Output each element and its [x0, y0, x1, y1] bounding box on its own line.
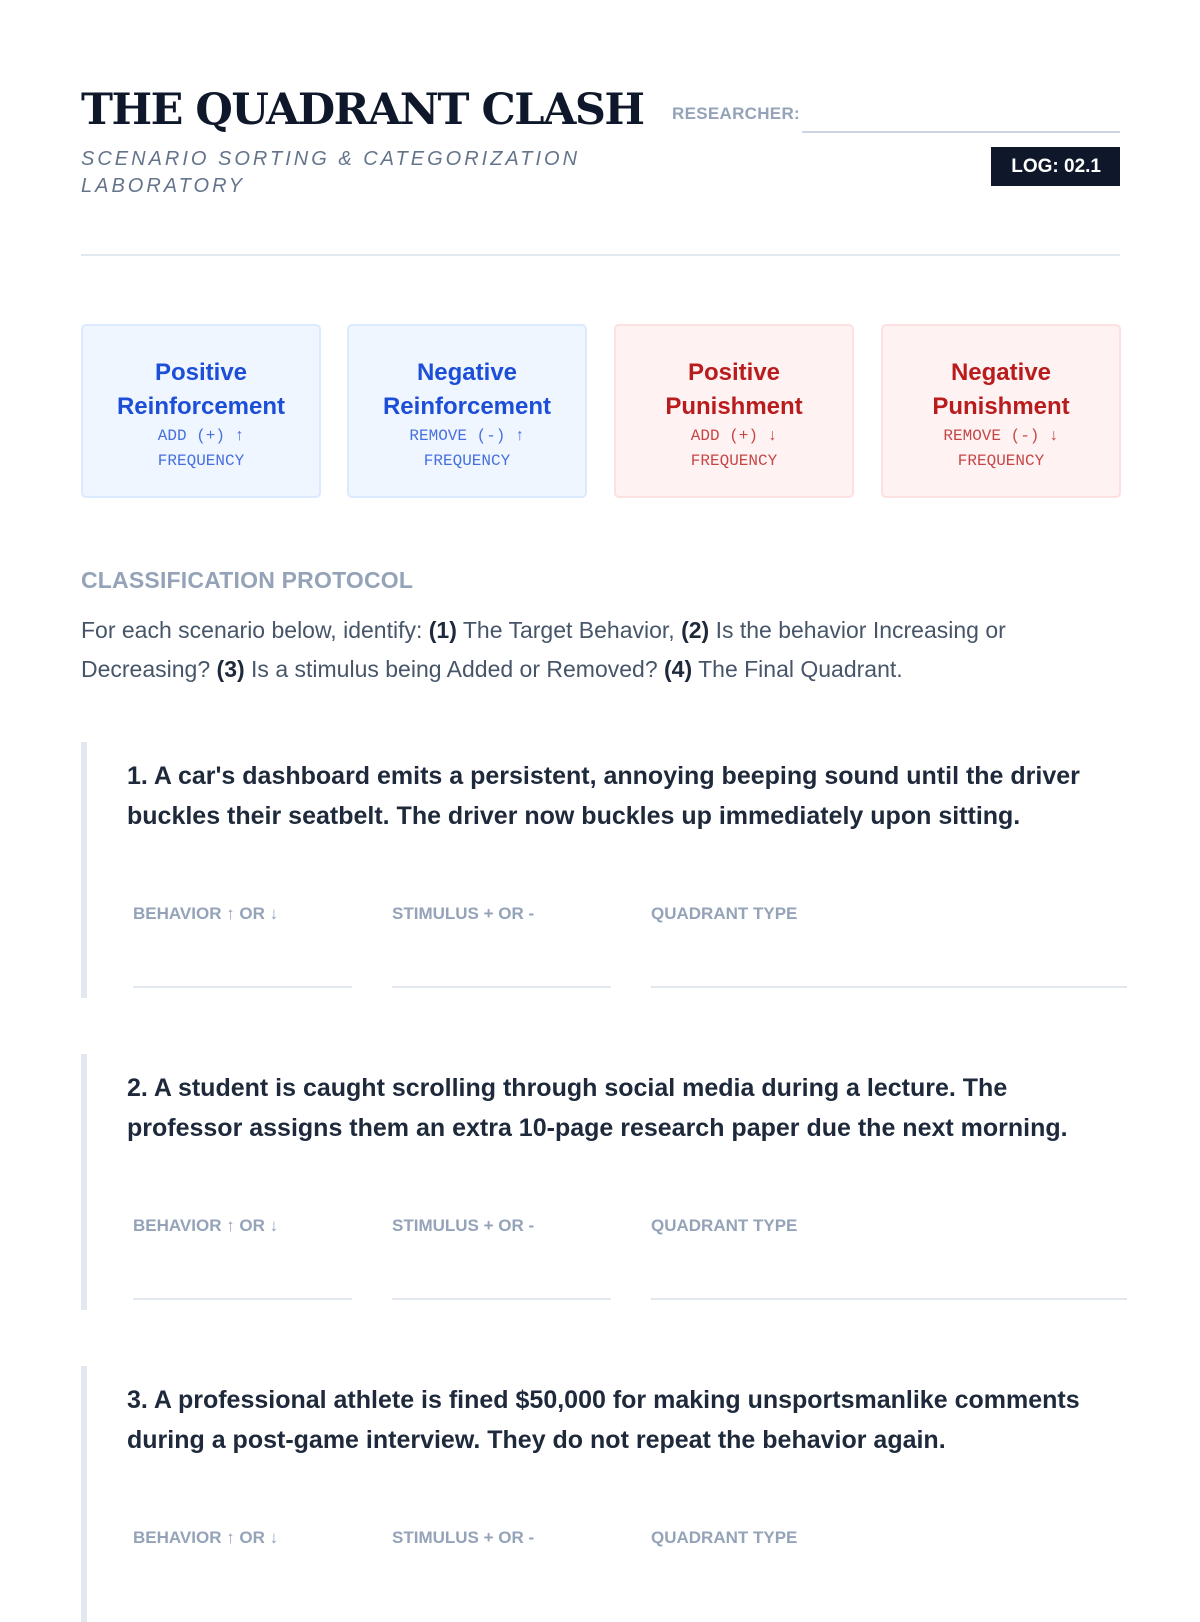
- protocol-instructions: [81, 611, 1121, 689]
- scenario-card: [81, 742, 1121, 998]
- step-marker: (4): [664, 656, 693, 682]
- stimulus-field-label: STIMULUS + OR -: [392, 904, 535, 923]
- behavior-field-label: BEHAVIOR ↑ OR ↓: [133, 904, 279, 923]
- protocol-text: The Target Behavior,: [456, 617, 682, 643]
- quadrant-effect: FREQUENCY: [423, 452, 511, 470]
- behavior-answer-field[interactable]: [133, 1298, 352, 1300]
- stimulus-field-label: STIMULUS + OR -: [392, 1528, 535, 1547]
- quadrant-title: Negative Punishment: [932, 359, 1070, 420]
- quadrant-field-label: QUADRANT TYPE: [651, 1216, 798, 1235]
- behavior-field-label: BEHAVIOR ↑ OR ↓: [133, 1216, 279, 1235]
- log-badge: LOG: 02.1: [991, 147, 1120, 186]
- stimulus-field-label: STIMULUS + OR -: [392, 1216, 535, 1235]
- protocol-text: Is the behavior Increasing or Decreasing?: [81, 617, 1006, 682]
- quadrant-field-label: QUADRANT TYPE: [651, 1528, 798, 1547]
- stimulus-answer-field[interactable]: [392, 1298, 611, 1300]
- quadrant-title: Positive Reinforcement: [116, 359, 286, 420]
- step-marker: (2): [681, 617, 710, 643]
- stimulus-answer-field[interactable]: [392, 986, 611, 988]
- protocol-text: The Final Quadrant.: [692, 656, 903, 682]
- quadrant-field-label: QUADRANT TYPE: [651, 904, 798, 923]
- scenario-text: 2. A student is caught scrolling through social media during a lecture. The professor assigns them an extra 10-page research paper due the next morning.: [127, 1074, 1068, 1142]
- quadrant-effect: FREQUENCY: [157, 452, 245, 470]
- step-marker: (1): [428, 617, 457, 643]
- page-subtitle: SCENARIO SORTING & CATEGORIZATION LABORATORY: [81, 148, 581, 197]
- quadrant-operation: REMOVE (-) ↓: [943, 427, 1059, 445]
- quadrant-answer-field[interactable]: [651, 1298, 1127, 1300]
- quadrant-answer-field[interactable]: [651, 986, 1127, 988]
- header: [81, 0, 1120, 256]
- quadrant-operation: REMOVE (-) ↑: [409, 427, 525, 445]
- behavior-field-label: BEHAVIOR ↑ OR ↓: [133, 1528, 279, 1547]
- quadrant-card-positive-reinforcement: [81, 324, 321, 498]
- scenario-text: 1. A car's dashboard emits a persistent, annoying beeping sound until the driver buckles their seatbelt. The driver now buckles up immediately upon sitting.: [127, 762, 1080, 830]
- step-marker: (3): [216, 656, 245, 682]
- researcher-label: RESEARCHER:: [672, 104, 800, 123]
- scenario-text: 3. A professional athlete is fined $50,000 for making unsportsmanlike comments during a post-game interview. They do not repeat the behavior again.: [127, 1386, 1080, 1454]
- quadrant-title: Negative Reinforcement: [382, 359, 552, 420]
- quadrant-effect: FREQUENCY: [690, 452, 778, 470]
- protocol-text: For each scenario below, identify:: [81, 617, 429, 643]
- quadrant-cards: [81, 324, 1121, 498]
- behavior-answer-field[interactable]: [133, 986, 352, 988]
- protocol-text: Is a stimulus being Added or Removed?: [244, 656, 665, 682]
- quadrant-card-positive-punishment: [614, 324, 854, 498]
- quadrant-effect: FREQUENCY: [957, 452, 1045, 470]
- protocol-heading: CLASSIFICATION PROTOCOL: [81, 567, 414, 593]
- quadrant-card-negative-reinforcement: [347, 324, 587, 498]
- quadrant-operation: ADD (+) ↑: [157, 427, 245, 445]
- page-title: THE QUADRANT CLASH: [81, 85, 644, 135]
- quadrant-operation: ADD (+) ↓: [690, 427, 778, 445]
- quadrant-title: Positive Punishment: [665, 359, 803, 420]
- scenario-card: [81, 1366, 1121, 1622]
- scenario-card: [81, 1054, 1121, 1310]
- researcher-field[interactable]: [802, 131, 1120, 133]
- quadrant-card-negative-punishment: [881, 324, 1121, 498]
